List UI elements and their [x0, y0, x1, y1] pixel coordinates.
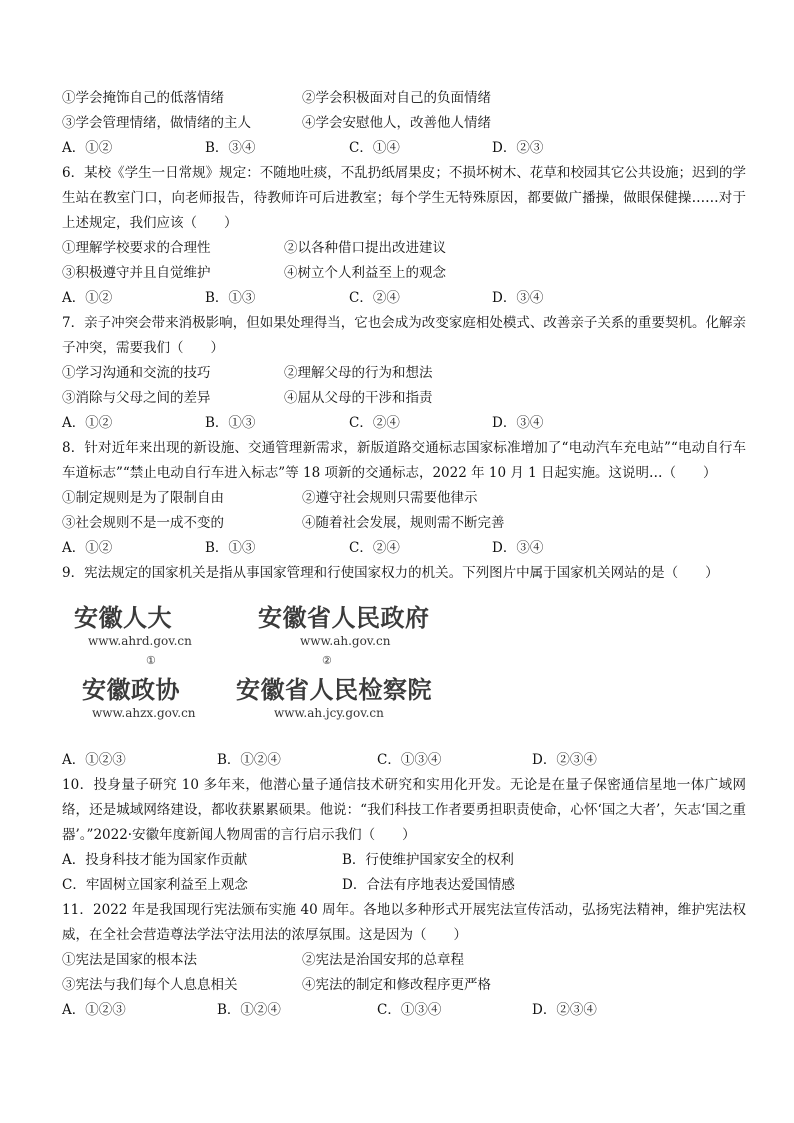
q8-option-2: ②遵守社会规则只需要他律示 — [302, 490, 478, 506]
q6-stem: 6．某校《学生一日常规》规定：不随地吐痰，不乱扔纸屑果皮；不损坏树木、花草和校园其它公共设施；迟到的学生站在教室门口，向老师报告，待教师许可后进教室；每个学生无特殊原因，都要做广播操，做眼保健操……对于上述规定，我们应该（ ） — [62, 165, 746, 231]
q5-choices — [62, 136, 746, 161]
q6-choice-c[interactable]: C．②④ — [349, 290, 400, 306]
q10-choice-d[interactable]: D．合法有序地表达爱国情感 — [342, 877, 515, 893]
q5-choice-b[interactable]: B．③④ — [205, 140, 256, 156]
q6-option-4: ④树立个人利益至上的观念 — [284, 265, 446, 281]
q10-choice-a[interactable]: A．投身科技才能为国家作贡献 — [62, 852, 248, 868]
q7-choices — [62, 411, 746, 436]
q7-options-row-1 — [62, 361, 746, 386]
q10-choice-b[interactable]: B．行使维护国家安全的权利 — [342, 852, 514, 868]
q6-choice-d[interactable]: D．③④ — [492, 290, 544, 306]
q7-option-2: ②理解父母的行为和想法 — [284, 365, 433, 381]
site-2-url: www.ah.gov.cn — [300, 634, 391, 648]
q5-options-row-1 — [62, 86, 746, 111]
q5-option-4: ④学会安慰他人，改善他人情绪 — [302, 115, 491, 131]
q8-choices — [62, 536, 746, 561]
q8-option-4: ④随着社会发展，规则需不断完善 — [302, 515, 505, 531]
q6-choice-b[interactable]: B．①③ — [205, 290, 256, 306]
q6-options-row-2 — [62, 261, 746, 286]
q5-options-row-2 — [62, 111, 746, 136]
q11-option-4: ④宪法的制定和修改程序更严格 — [302, 977, 491, 993]
q8-choice-c[interactable]: C．②④ — [349, 540, 400, 556]
q11-options-row-1 — [62, 948, 746, 973]
site-3-url: www.ahzx.gov.cn — [92, 706, 196, 720]
site-1-number: ① — [146, 654, 156, 667]
q7-stem: 7．亲子冲突会带来消极影响，但如果处理得当，它也会成为改变家庭相处模式、改善亲子关系的重要契机。化解亲子冲突，需要我们（ ） — [62, 315, 746, 356]
q9-choice-d[interactable]: D．②③④ — [532, 752, 597, 768]
q11-choices — [62, 998, 746, 1023]
q7-choice-c[interactable]: C．②④ — [349, 415, 400, 431]
q10-choice-c[interactable]: C．牢固树立国家利益至上观念 — [62, 877, 248, 893]
q8-choice-b[interactable]: B．①③ — [205, 540, 256, 556]
q11-option-1: ①宪法是国家的根本法 — [62, 952, 197, 968]
site-1-name: 安徽人大 — [74, 604, 172, 632]
q7-option-1: ①学习沟通和交流的技巧 — [62, 365, 211, 381]
q6-option-1: ①理解学校要求的合理性 — [62, 240, 211, 256]
q8-options-row-2 — [62, 511, 746, 536]
q8-choice-d[interactable]: D．③④ — [492, 540, 544, 556]
q5-choice-c[interactable]: C．①④ — [349, 140, 400, 156]
site-2-number: ② — [322, 654, 332, 667]
q6-choice-a[interactable]: A．①② — [62, 290, 113, 306]
q10-stem: 10．投身量子研究 10 多年来，他潜心量子通信技术研究和实用化开发。无论是在量子保密通信星地一体广域网络，还是城域网络建设，都收获累累硕果。他说：“我们科技工作者要勇担职责使命，心怀‘国之大者’，矢志‘国之重器’。”2022·安徽年度新闻人物周雷的言行启示我们（ ） — [62, 777, 746, 843]
q8-option-1: ①制定规则是为了限制自由 — [62, 490, 224, 506]
exam-page — [62, 86, 746, 1023]
q6-options-row-1 — [62, 236, 746, 261]
q9-website-image — [62, 592, 746, 748]
q11-option-3: ③宪法与我们每个人息息相关 — [62, 977, 238, 993]
q9-choice-a[interactable]: A．①②③ — [62, 752, 126, 768]
q9-stem: 9．宪法规定的国家机关是指从事国家管理和行使国家权力的机关。下列图片中属于国家机关网站的是（ ） — [62, 565, 719, 581]
q9-choices — [62, 748, 746, 773]
q8-option-3: ③社会规则不是一成不变的 — [62, 515, 224, 531]
q11-choice-a[interactable]: A．①②③ — [62, 1002, 126, 1018]
site-4-name: 安徽省人民检察院 — [236, 676, 432, 704]
q8-stem: 8．针对近年来出现的新设施、交通管理新需求，新版道路交通标志国家标准增加了“电动汽车充电站”“电动自行车车道标志”“禁止电动自行车进入标志”等 18 项新的交通标志，2022 年 10 月 1 日起实施。这说明…（ ） — [62, 440, 746, 481]
site-3-name: 安徽政协 — [82, 676, 180, 704]
site-1-url: www.ahrd.gov.cn — [88, 634, 192, 648]
site-2-name: 安徽省人民政府 — [258, 604, 430, 632]
q10-choices-row-2 — [62, 873, 746, 898]
q7-option-3: ③消除与父母之间的差异 — [62, 390, 211, 406]
q11-choice-b[interactable]: B．①②④ — [217, 1002, 281, 1018]
q11-options-row-2 — [62, 973, 746, 998]
q5-option-3: ③学会管理情绪，做情绪的主人 — [62, 115, 251, 131]
q8-options-row-1 — [62, 486, 746, 511]
q7-choice-a[interactable]: A．①② — [62, 415, 113, 431]
q7-choice-d[interactable]: D．③④ — [492, 415, 544, 431]
q7-options-row-2 — [62, 386, 746, 411]
q11-choice-d[interactable]: D．②③④ — [532, 1002, 597, 1018]
site-4-url: www.ah.jcy.gov.cn — [274, 706, 384, 720]
q5-option-2: ②学会积极面对自己的负面情绪 — [302, 90, 491, 106]
q7-option-4: ④屈从父母的干涉和指责 — [284, 390, 433, 406]
q6-option-3: ③积极遵守并且自觉维护 — [62, 265, 211, 281]
q9-choice-c[interactable]: C．①③④ — [377, 752, 442, 768]
q10-choices-row-1 — [62, 848, 746, 873]
q6-choices — [62, 286, 746, 311]
q11-stem: 11．2022 年是我国现行宪法颁布实施 40 周年。各地以多种形式开展宪法宣传活动，弘扬宪法精神，维护宪法权威，在全社会营造尊法学法守法用法的浓厚氛围。这是因为（ ） — [62, 902, 746, 943]
q6-option-2: ②以各种借口提出改进建议 — [284, 240, 446, 256]
q8-choice-a[interactable]: A．①② — [62, 540, 113, 556]
q9-choice-b[interactable]: B．①②④ — [217, 752, 281, 768]
q11-option-2: ②宪法是治国安邦的总章程 — [302, 952, 464, 968]
q7-choice-b[interactable]: B．①③ — [205, 415, 256, 431]
q5-option-1: ①学会掩饰自己的低落情绪 — [62, 90, 224, 106]
q11-choice-c[interactable]: C．①③④ — [377, 1002, 442, 1018]
q5-choice-a[interactable]: A．①② — [62, 140, 113, 156]
q5-choice-d[interactable]: D．②③ — [492, 140, 544, 156]
